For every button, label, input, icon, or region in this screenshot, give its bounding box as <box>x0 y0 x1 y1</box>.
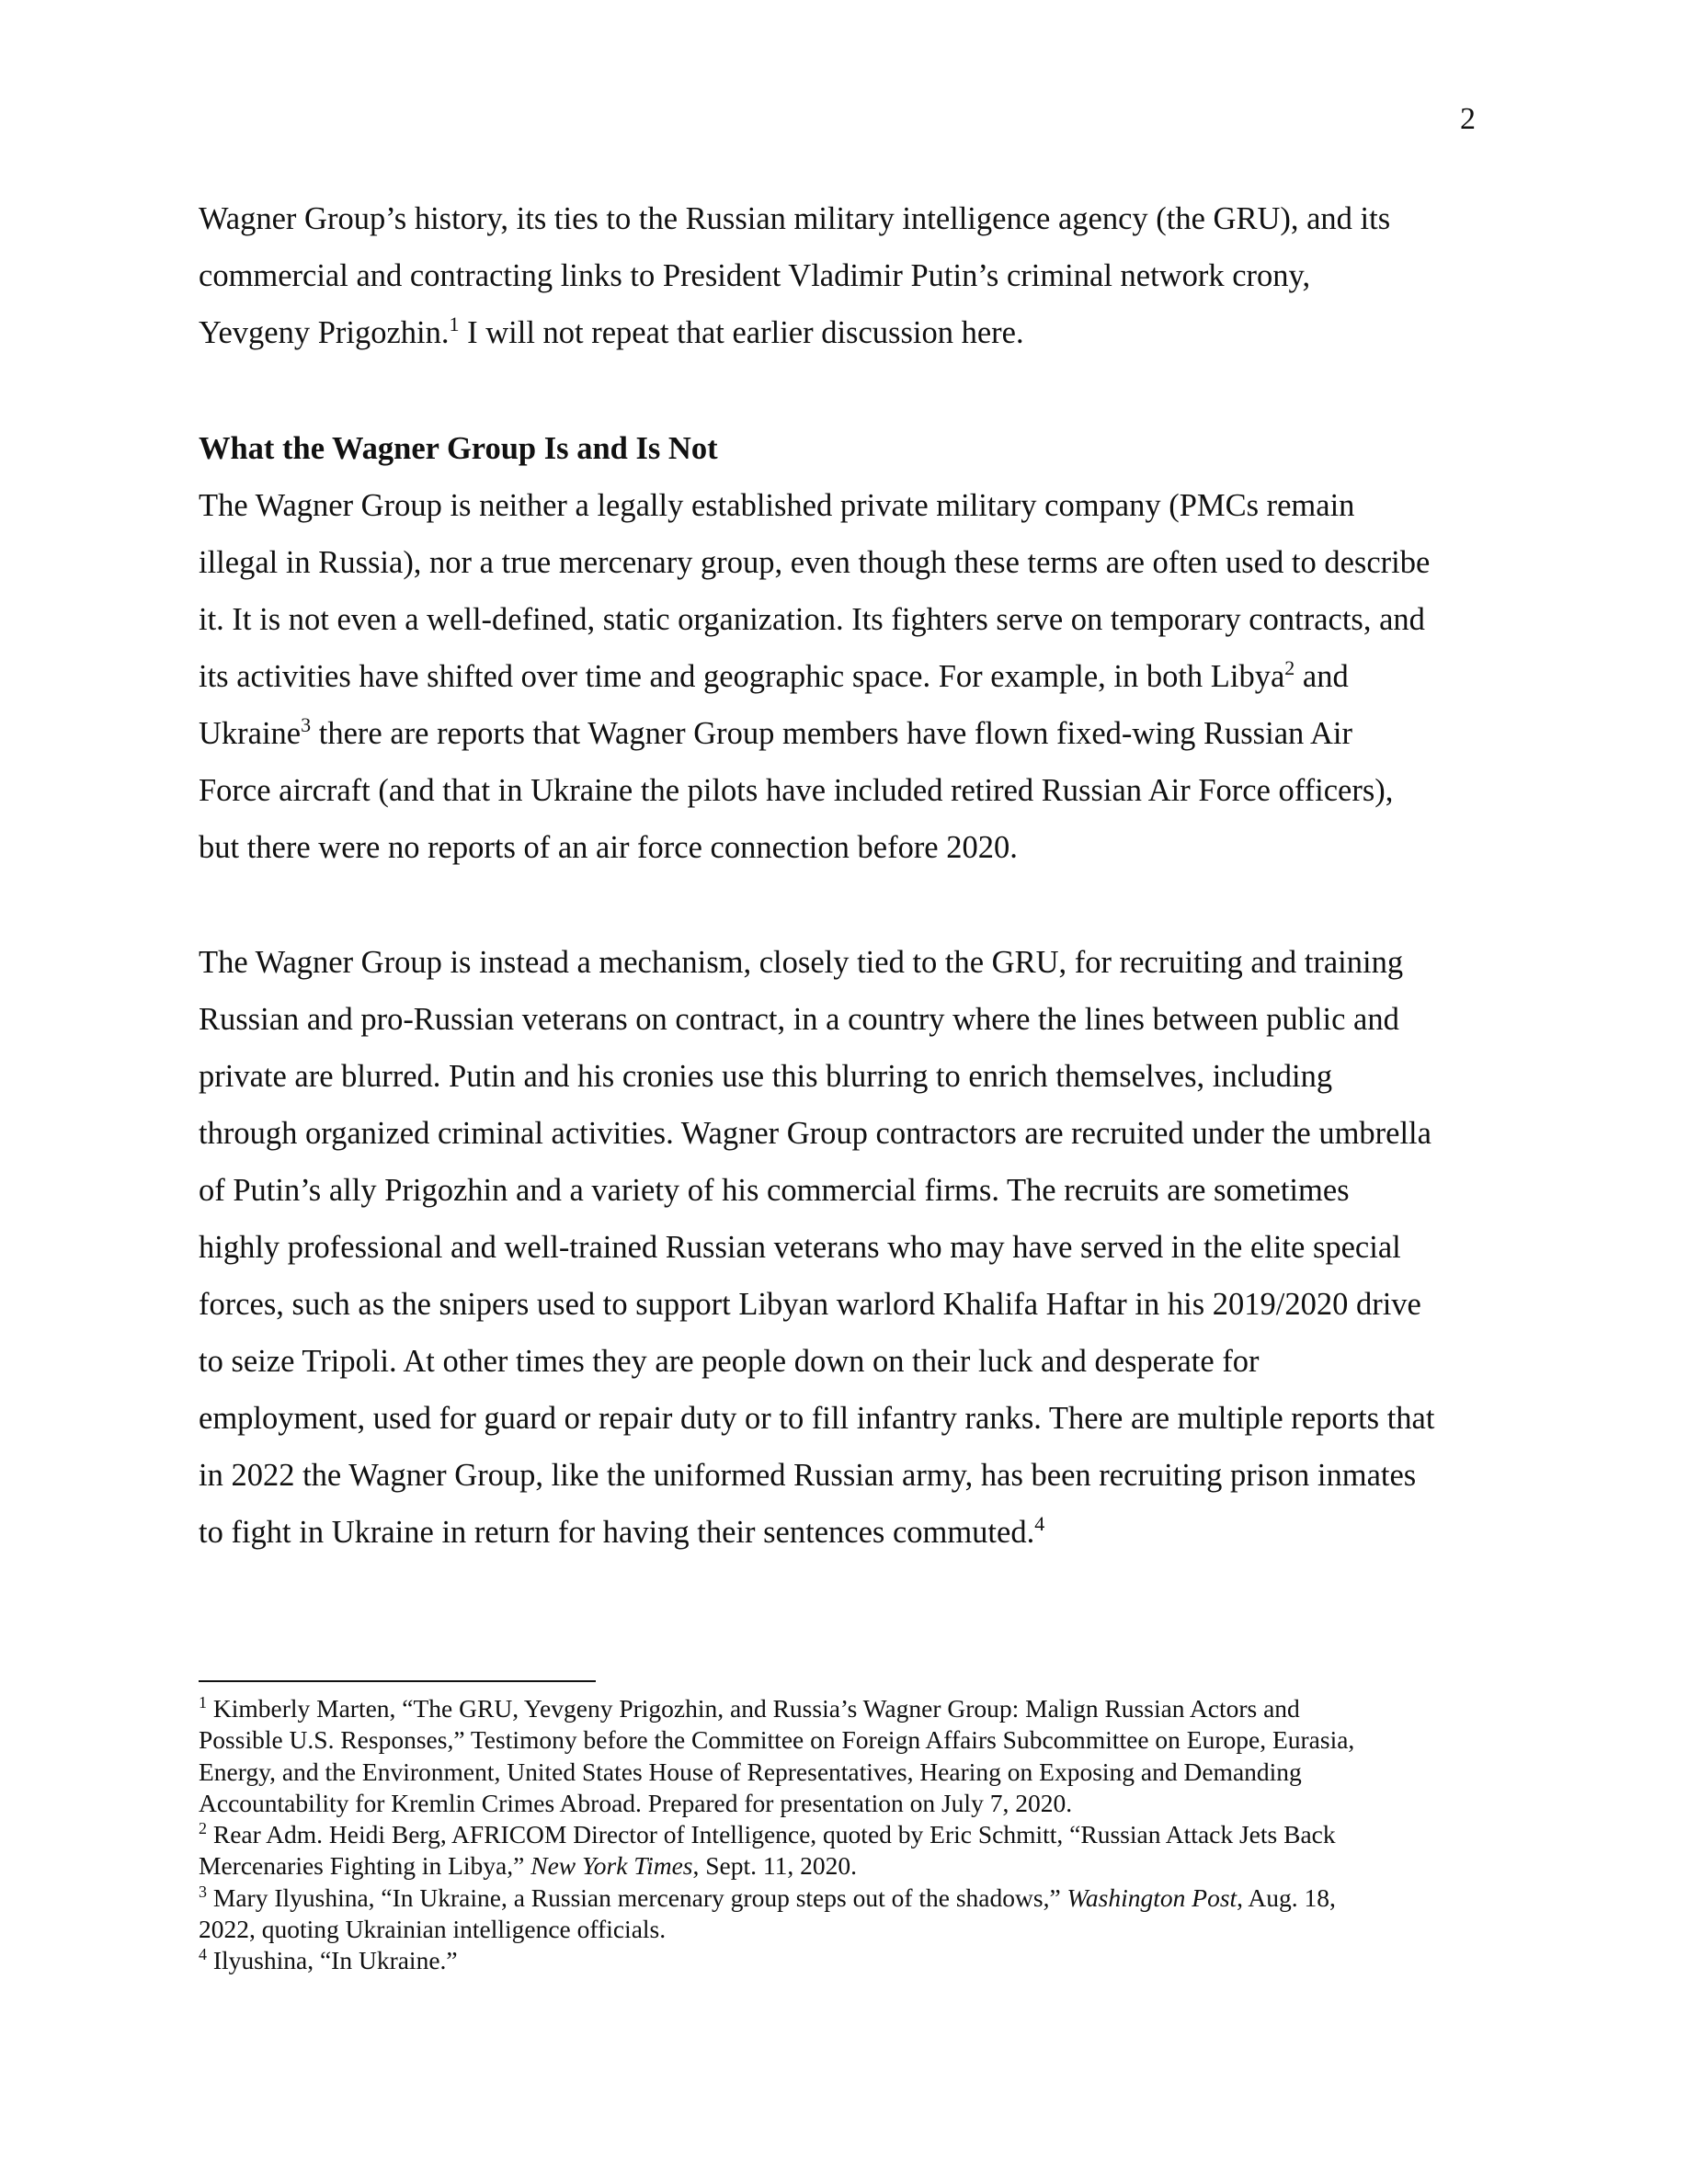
text-segment: Kimberly Marten, “The GRU, Yevgeny Prigozhin, and Russia’s Wagner Group: Malign Russian Actors and <box>207 1694 1300 1723</box>
footnote-3 <box>199 1883 1495 1946</box>
text-segment: and <box>1295 659 1349 694</box>
text-segment: , Sept. 11, 2020. <box>692 1851 857 1881</box>
text-line: to seize Tripoli. At other times they are people down on their luck and desperate for <box>199 1344 1260 1379</box>
text-line: Russian and pro-Russian veterans on contract, in a country where the lines between public and <box>199 1002 1399 1037</box>
footnote-line <box>199 1693 1495 1724</box>
page-number: 2 <box>1460 102 1476 136</box>
text-line <box>199 705 1495 762</box>
text-line: through organized criminal activities. Wagner Group contractors are recruited under the umbrella <box>199 1116 1431 1151</box>
text-line: it. It is not even a well-defined, static organization. Its fighters serve on temporary contracts, and <box>199 602 1425 637</box>
text-line <box>199 1504 1495 1561</box>
footnote-ref-1[interactable]: 1 <box>449 313 460 336</box>
section-heading: What the Wagner Group Is and Is Not <box>199 431 718 466</box>
footnote-number: 2 <box>199 1819 207 1838</box>
footnote-1 <box>199 1693 1495 1819</box>
text-segment: , Aug. 18, <box>1237 1883 1336 1912</box>
footnote-line: Energy, and the Environment, United States House of Representatives, Hearing on Exposing and Demanding <box>199 1757 1302 1786</box>
footnote-line <box>199 1850 1495 1882</box>
footnote-line: Possible U.S. Responses,” Testimony before the Committee on Foreign Affairs Subcommittee on Europe, Eurasia, <box>199 1725 1355 1755</box>
text-segment: Ilyushina, “In Ukraine.” <box>207 1946 458 1975</box>
footnote-line: 2022, quoting Ukrainian intelligence officials. <box>199 1915 667 1944</box>
footnote-ref-4[interactable]: 4 <box>1034 1512 1045 1535</box>
text-line: The Wagner Group is instead a mechanism, closely tied to the GRU, for recruiting and training <box>199 945 1404 980</box>
text-line: Wagner Group’s history, its ties to the Russian military intelligence agency (the GRU), and its <box>199 201 1391 236</box>
footnote-separator <box>199 1680 596 1682</box>
text-line: employment, used for guard or repair duty or to fill infantry ranks. There are multiple reports that <box>199 1401 1435 1436</box>
footnote-line: Accountability for Kremlin Crimes Abroad. Prepared for presentation on July 7, 2020. <box>199 1788 1073 1817</box>
text-segment: I will not repeat that earlier discussion here. <box>459 315 1024 350</box>
text-segment: Rear Adm. Heidi Berg, AFRICOM Director of Intelligence, quoted by Eric Schmitt, “Russian Attack Jets Back <box>207 1820 1336 1849</box>
text-line: private are blurred. Putin and his cronies use this blurring to enrich themselves, including <box>199 1059 1333 1094</box>
footnote-2 <box>199 1819 1495 1883</box>
footnote-line <box>199 1883 1495 1914</box>
publication-title: Washington Post <box>1066 1883 1237 1912</box>
text-segment: Mary Ilyushina, “In Ukraine, a Russian mercenary group steps out of the shadows,” <box>207 1883 1067 1912</box>
footnote-4 <box>199 1945 1495 1976</box>
footnote-number: 4 <box>199 1945 207 1964</box>
text-segment: its activities have shifted over time and geographic space. For example, in both Libya <box>199 659 1285 694</box>
text-line: illegal in Russia), nor a true mercenary group, even though these terms are often used to describe <box>199 545 1431 580</box>
footnote-number: 1 <box>199 1693 207 1712</box>
footnote-ref-3[interactable]: 3 <box>301 713 312 736</box>
text-line: of Putin’s ally Prigozhin and a variety of his commercial firms. The recruits are sometimes <box>199 1173 1350 1208</box>
text-line: but there were no reports of an air force connection before 2020. <box>199 830 1018 865</box>
text-line: in 2022 the Wagner Group, like the uniformed Russian army, has been recruiting prison inmates <box>199 1458 1417 1493</box>
footnote-line <box>199 1819 1495 1850</box>
text-line: The Wagner Group is neither a legally established private military company (PMCs remain <box>199 488 1355 523</box>
paragraph-2 <box>199 477 1495 876</box>
text-line: Force aircraft (and that in Ukraine the pilots have included retired Russian Air Force officers), <box>199 773 1394 808</box>
publication-title: New York Times <box>530 1851 693 1881</box>
footnote-ref-2[interactable]: 2 <box>1284 656 1295 679</box>
text-line <box>199 304 1495 361</box>
text-segment: Ukraine <box>199 716 302 751</box>
text-line: commercial and contracting links to President Vladimir Putin’s criminal network crony, <box>199 258 1311 293</box>
paragraph-3 <box>199 934 1495 1561</box>
footnote-number: 3 <box>199 1882 207 1901</box>
text-segment: Mercenaries Fighting in Libya,” <box>199 1851 531 1881</box>
footnote-line <box>199 1945 1495 1976</box>
text-segment: Yevgeny Prigozhin. <box>199 315 450 350</box>
paragraph-1 <box>199 190 1495 361</box>
text-line: forces, such as the snipers used to support Libyan warlord Khalifa Haftar in his 2019/2020 drive <box>199 1287 1421 1322</box>
text-line <box>199 648 1495 705</box>
footnotes <box>199 1693 1495 1977</box>
text-segment: there are reports that Wagner Group members have flown fixed-wing Russian Air <box>311 716 1352 751</box>
text-line: highly professional and well-trained Russian veterans who may have served in the elite special <box>199 1230 1401 1265</box>
text-segment: to fight in Ukraine in return for having their sentences commuted. <box>199 1515 1035 1550</box>
